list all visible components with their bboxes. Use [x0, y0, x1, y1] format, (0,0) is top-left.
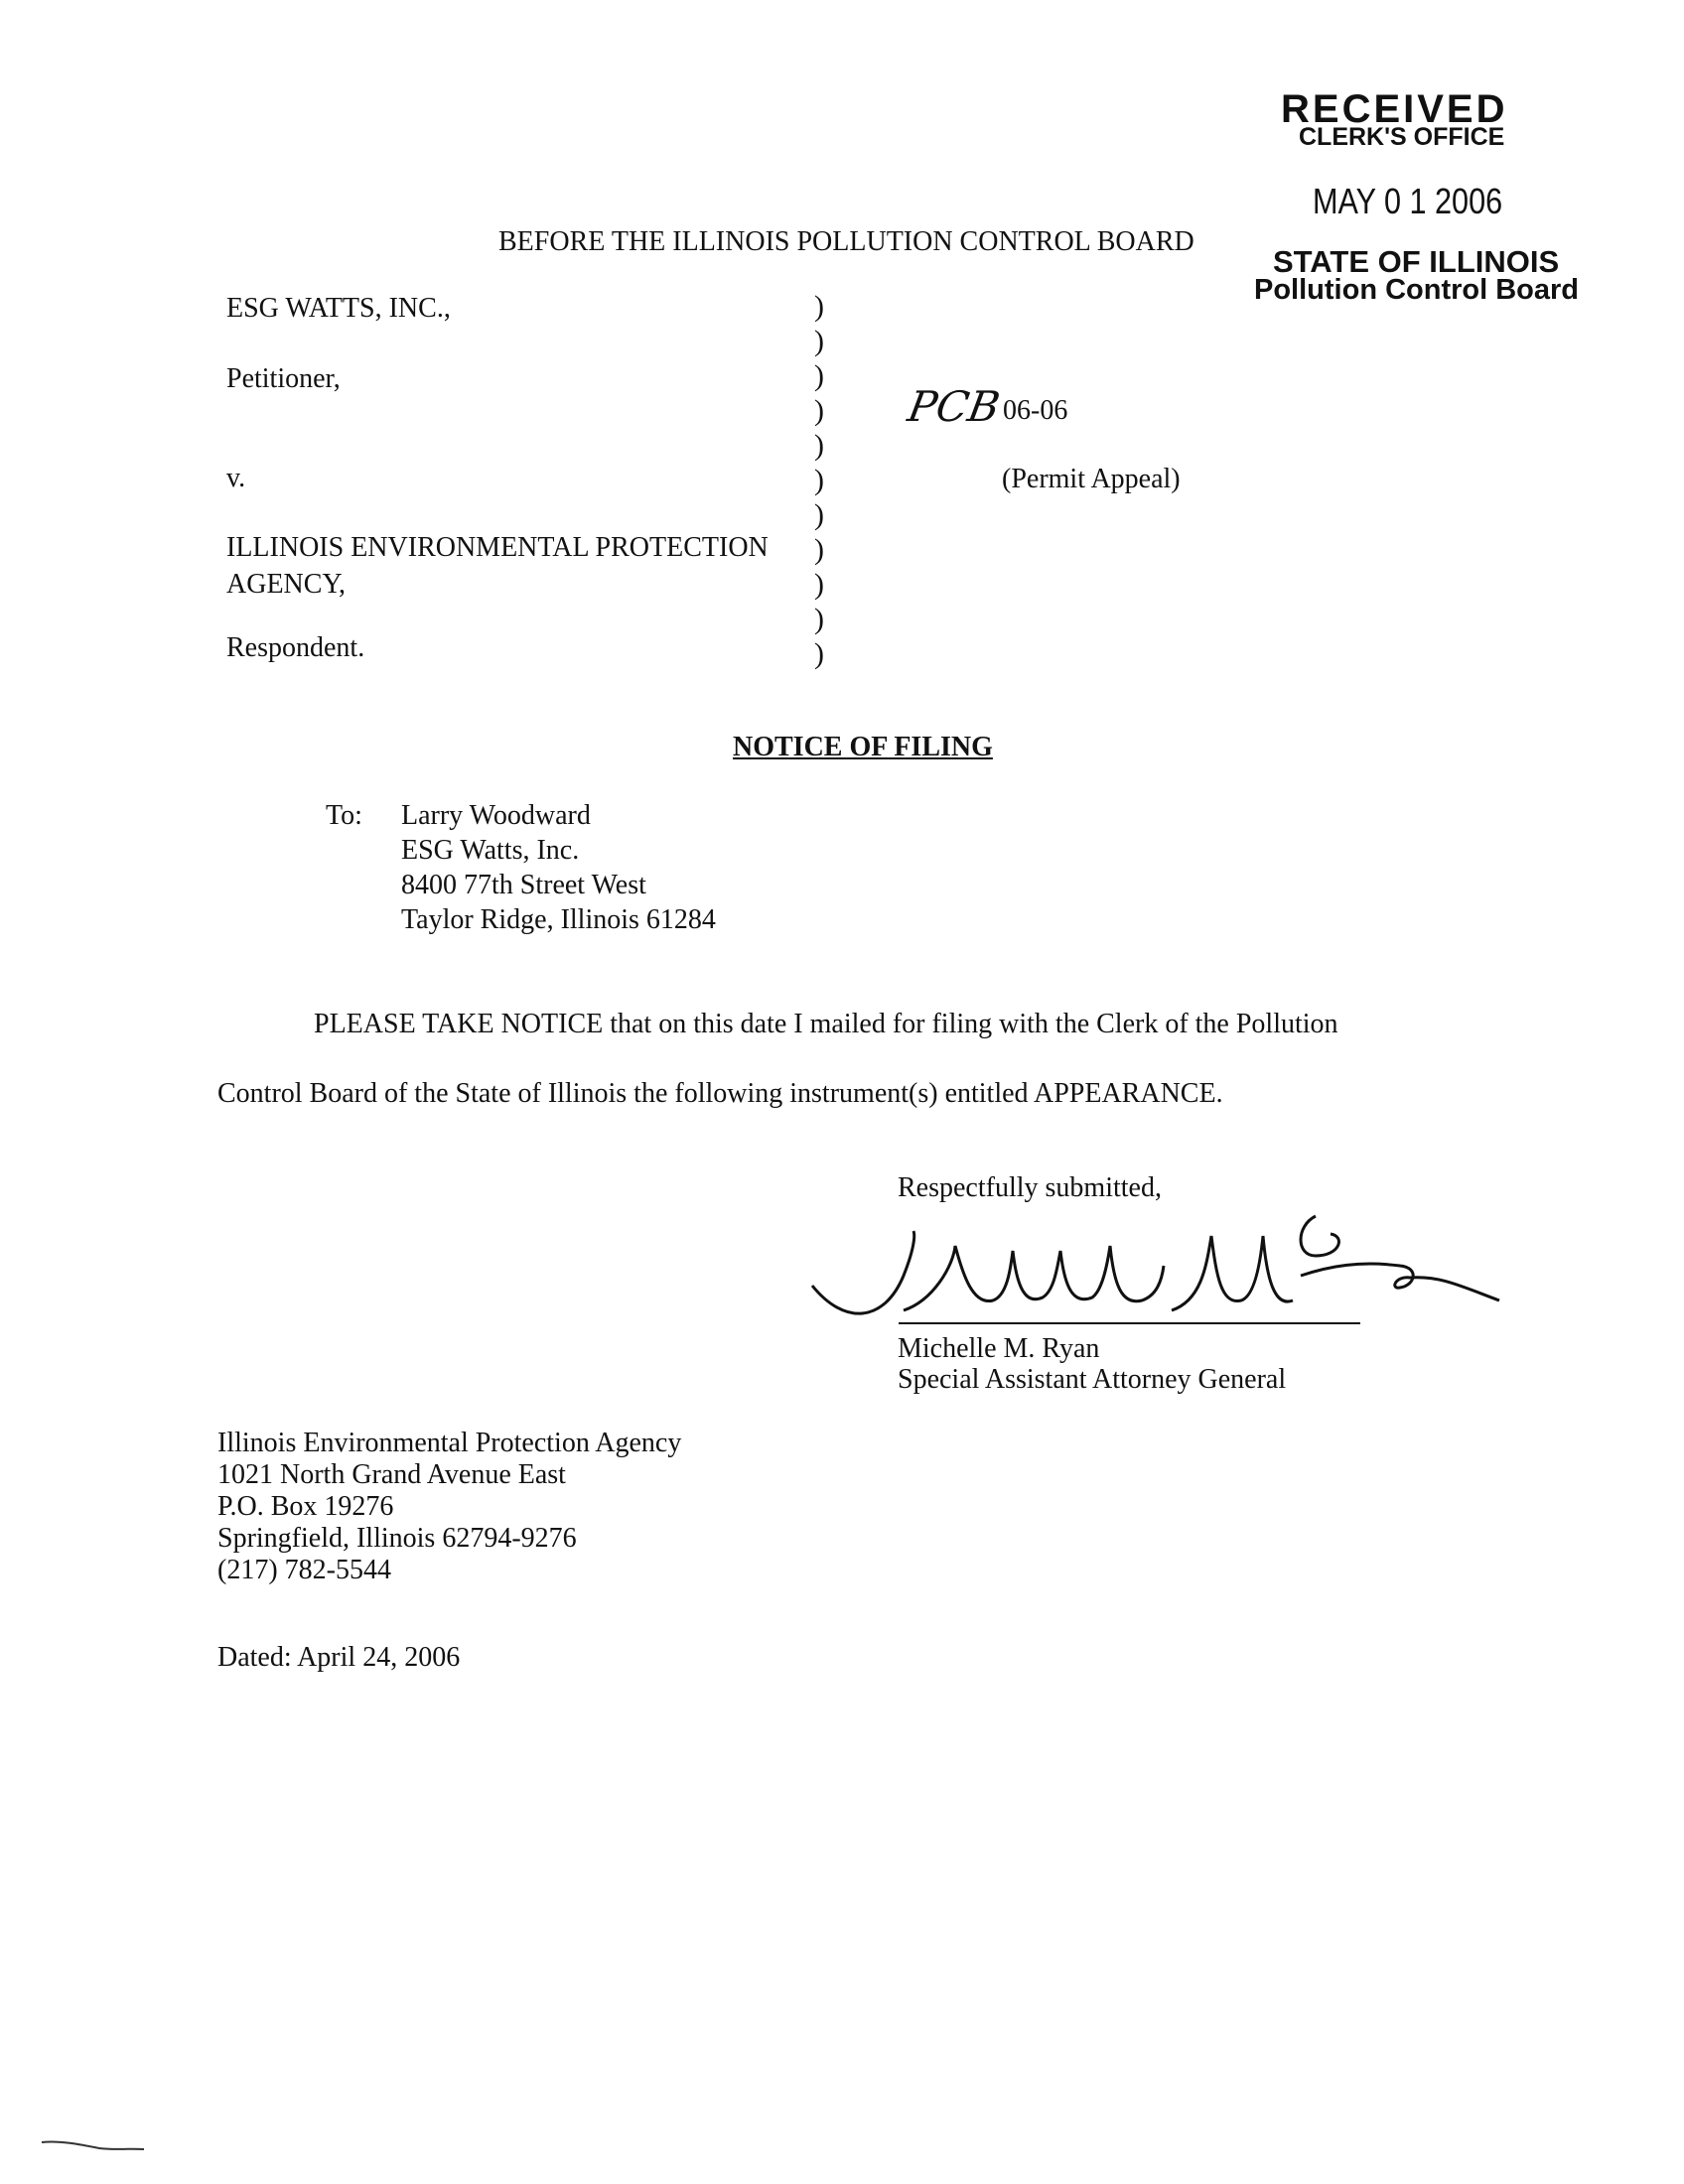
paren: ) — [814, 429, 824, 462]
signature-closing: Respectfully submitted, — [898, 1172, 1162, 1203]
recipient-company: ESG Watts, Inc. — [401, 835, 580, 866]
paren: ) — [814, 603, 824, 635]
paren: ) — [814, 394, 824, 427]
paren: ) — [814, 533, 824, 566]
recipient-city: Taylor Ridge, Illinois 61284 — [401, 904, 716, 935]
dated-line: Dated: April 24, 2006 — [217, 1642, 461, 1673]
notice-title: NOTICE OF FILING — [733, 732, 993, 762]
petitioner-label: Petitioner, — [226, 363, 341, 394]
received-stamp-board: Pollution Control Board — [1254, 274, 1580, 306]
handwritten-signature — [804, 1206, 1519, 1345]
agency-address-line5: (217) 782-5544 — [217, 1555, 391, 1585]
received-stamp-office: CLERK'S OFFICE — [1299, 123, 1505, 151]
paren: ) — [814, 325, 824, 357]
paren: ) — [814, 568, 824, 601]
signer-title: Special Assistant Attorney General — [898, 1364, 1287, 1395]
respondent-label: Respondent. — [226, 632, 365, 663]
court-header: BEFORE THE ILLINOIS POLLUTION CONTROL BOARD — [498, 226, 1194, 257]
notice-body-line1: PLEASE TAKE NOTICE that on this date I mailed for filing with the Clerk of the Pollution — [314, 1009, 1338, 1039]
paren: ) — [814, 464, 824, 496]
respondent-name-line2: AGENCY, — [226, 569, 347, 600]
received-stamp-date: MAY 0 1 2006 — [1313, 181, 1503, 221]
paren: ) — [814, 498, 824, 531]
handwritten-case-prefix: PCB — [904, 382, 1004, 431]
scan-mark — [40, 2134, 149, 2154]
respondent-name-line1: ILLINOIS ENVIRONMENTAL PROTECTION — [226, 532, 769, 563]
signer-name: Michelle M. Ryan — [898, 1333, 1100, 1364]
agency-address-line3: P.O. Box 19276 — [217, 1491, 394, 1522]
received-stamp-state: STATE OF ILLINOIS — [1273, 244, 1560, 279]
versus-label: v. — [226, 463, 246, 493]
notice-body-line2: Control Board of the State of Illinois the following instrument(s) entitled APPEARANCE. — [217, 1078, 1223, 1109]
case-number: 06-06 — [1003, 395, 1068, 426]
case-type: (Permit Appeal) — [1002, 464, 1181, 494]
recipient-street: 8400 77th Street West — [401, 870, 646, 900]
to-label: To: — [326, 800, 362, 831]
paren: ) — [814, 359, 824, 392]
agency-address-line2: 1021 North Grand Avenue East — [217, 1459, 566, 1490]
paren: ) — [814, 290, 824, 323]
agency-address-line1: Illinois Environmental Protection Agency — [217, 1428, 682, 1458]
received-stamp-title: RECEIVED — [1281, 87, 1508, 131]
petitioner-name: ESG WATTS, INC., — [226, 293, 451, 324]
paren: ) — [814, 637, 824, 670]
agency-address-line4: Springfield, Illinois 62794-9276 — [217, 1523, 577, 1554]
recipient-name: Larry Woodward — [401, 800, 591, 831]
